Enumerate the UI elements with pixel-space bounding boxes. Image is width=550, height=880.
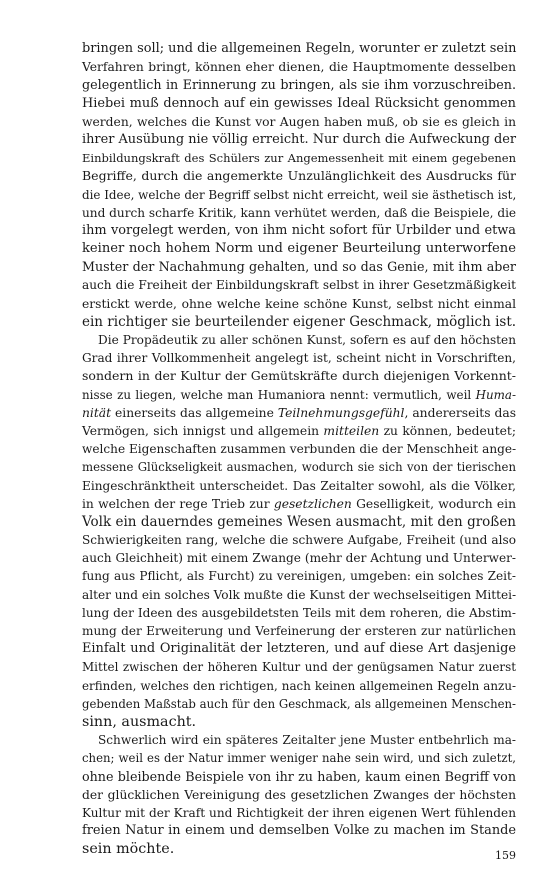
text-segment: lung der Ideen des ausgebildetsten Teils mit dem roheren, die Abstim-: [82, 605, 516, 620]
text-line: [82, 477, 516, 495]
text-segment: und durch scharfe Kritik, kann verhütet werden, daß die Beispiele, die: [82, 205, 517, 220]
text-line: [82, 58, 516, 76]
text-line: [82, 622, 516, 640]
text-line: [82, 386, 516, 404]
text-segment: fung aus Pflicht, als Furcht) zu vereinigen, umgeben: ein solches Zeit-: [82, 569, 516, 584]
text-line: [82, 586, 516, 604]
text-line: [82, 331, 516, 349]
emphasized-text: gesetzlichen: [273, 496, 352, 511]
text-line: [82, 276, 516, 294]
text-segment: freien Natur in einem und demselben Volke zu machen im Stande: [82, 823, 516, 839]
text-segment: ohne bleibende Beispiele von ihr zu haben, kaum einen Begriff von: [82, 768, 516, 784]
text-line: [82, 749, 516, 767]
text-segment: bringen soll; und die allgemeinen Regeln, worunter er zuletzt sein: [82, 41, 517, 56]
text-segment: gelegentlich in Erinnerung zu bringen, als sie ihm vorzuschreiben.: [82, 77, 516, 93]
text-segment: auch Gleichheit) mit einem Zwange (mehr der Achtung und Unterwer-: [82, 551, 516, 566]
text-line: [82, 695, 516, 713]
text-line: [82, 95, 516, 113]
text-line: [82, 113, 516, 131]
text-line: [82, 258, 516, 276]
text-segment: gebenden Maßstab auch für den Geschmack, als allgemeinen Menschen-: [82, 696, 516, 711]
paragraph: [82, 331, 516, 731]
paragraph: [82, 40, 516, 331]
text-segment: werden, welches die Kunst vor Augen haben muß, ob sie es gleich in: [82, 114, 516, 129]
text-line: [82, 549, 516, 567]
text-segment: ihm vorgelegt werden, von ihm nicht sofort für Urbilder und etwa: [82, 222, 516, 238]
text-segment: erstickt werde, ohne welche keine schöne Kunst, selbst nicht einmal: [82, 296, 516, 311]
text-line: [82, 731, 516, 749]
text-line: [82, 822, 516, 840]
page-text: [82, 40, 516, 858]
text-line: [82, 167, 516, 185]
text-segment: sinn, ausmacht.: [82, 713, 197, 730]
text-line: [82, 240, 516, 258]
text-segment: Die Propädeutik zu aller schönen Kunst, sofern es auf den höchsten: [98, 333, 516, 347]
text-segment: sein möchte.: [82, 841, 175, 858]
text-segment: alter und ein solches Volk mußte die Kunst der wechselseitigen Mittei-: [82, 587, 517, 602]
page-number: 159: [495, 849, 516, 862]
text-line: [82, 222, 516, 240]
text-line: [82, 604, 516, 622]
text-line: [82, 786, 516, 804]
text-line: [82, 840, 516, 858]
text-line: [82, 131, 516, 149]
text-segment: messene Glückseligkeit ausmachen, wodurch sie sich von der tierischen: [82, 460, 516, 475]
text-line: [82, 640, 516, 658]
text-segment: in welchen der rege Trieb zur: [82, 496, 274, 511]
text-segment: ihrer Ausübung nie völlig erreicht. Nur durch die Aufweckung der: [82, 131, 517, 147]
text-segment: Begriffe, durch die angemerkte Unzulänglichkeit des Ausdrucks für: [82, 168, 516, 184]
text-segment: Hiebei muß dennoch auf ein gewisses Ideal Rücksicht genommen: [82, 95, 516, 111]
text-segment: Eingeschränktheit unterscheidet. Das Zeitalter sowohl, als die Völker,: [82, 478, 516, 493]
text-segment: zu können, bedeutet;: [379, 423, 516, 438]
text-segment: Einbildungskraft des Schülers zur Angemessenheit mit einem gegebenen: [82, 151, 516, 166]
text-segment: nisse zu liegen, welche man Humaniora nennt: vermutlich, weil: [82, 387, 476, 402]
text-line: [82, 658, 516, 676]
text-line: [82, 186, 516, 204]
text-segment: die Idee, welche der Begriff selbst nicht erreicht, weil sie ästhetisch ist,: [82, 187, 517, 202]
text-line: [82, 495, 516, 513]
text-segment: Mittel zwischen der höheren Kultur und der genügsamen Natur zuerst: [82, 660, 516, 675]
text-segment: ein richtiger sie beurteilender eigener Geschmack, möglich ist.: [82, 313, 517, 330]
text-line: [82, 768, 516, 786]
text-line: [82, 76, 516, 94]
emphasized-text: nität: [82, 405, 112, 420]
paragraph: [82, 731, 516, 858]
text-segment: Kultur mit der Kraft und Richtigkeit der ihren eigenen Wert fühlenden: [82, 805, 516, 820]
text-segment: chen; weil es der Natur immer weniger nahe sein wird, und sich zuletzt,: [82, 751, 516, 766]
text-line: [82, 713, 516, 731]
text-line: [82, 349, 516, 367]
text-segment: Einfalt und Originalität der letzteren, und auf diese Art dasjenige: [82, 641, 516, 657]
text-segment: Verfahren bringt, können eher dienen, die Hauptmomente desselben: [82, 60, 516, 75]
text-segment: auch die Freiheit der Einbildungskraft selbst in ihrer Gesetzmäßigkeit: [82, 278, 516, 293]
text-line: [82, 513, 516, 531]
text-line: [82, 422, 516, 440]
text-segment: sondern in der Kultur der Gemütskräfte durch diejenigen Vorkennt-: [82, 368, 516, 384]
text-line: [82, 804, 516, 822]
text-segment: , andererseits das: [404, 405, 517, 420]
text-segment: einerseits das allgemeine: [111, 405, 278, 420]
text-segment: Muster der Nachahmung gehalten, und so das Genie, mit ihm aber: [82, 259, 516, 275]
text-line: [82, 40, 516, 58]
emphasized-text: Teilnehmungsgefühl: [277, 405, 405, 420]
text-line: [82, 567, 516, 585]
text-line: [82, 295, 516, 313]
text-segment: Schwierigkeiten rang, welche die schwere Aufgabe, Freiheit (und also: [82, 533, 516, 548]
text-segment: mung der Erweiterung und Verfeinerung der ersteren zur natürlichen: [82, 624, 516, 638]
emphasized-text: mitteilen: [323, 423, 380, 438]
text-line: [82, 458, 516, 476]
text-line: [82, 404, 516, 422]
text-line: [82, 531, 516, 549]
text-line: [82, 677, 516, 695]
text-segment: Geselligkeit, wodurch ein: [351, 496, 516, 511]
emphasized-text: Huma-: [475, 387, 516, 402]
text-line: [82, 440, 516, 458]
text-line: [82, 367, 516, 385]
text-line: [82, 149, 516, 167]
text-segment: Volk ein dauerndes gemeines Wesen ausmacht, mit den großen: [82, 513, 516, 530]
text-segment: erfinden, welches den richtigen, nach keinen allgemeinen Regeln anzu-: [82, 678, 516, 693]
text-segment: welche Eigenschaften zusammen verbunden die der Menschheit ange-: [82, 442, 517, 457]
text-segment: Schwerlich wird ein späteres Zeitalter jene Muster entbehrlich ma-: [98, 733, 516, 748]
text-segment: der glücklichen Vereinigung des gesetzlichen Zwanges der höchsten: [82, 787, 516, 802]
text-segment: keiner noch hohem Norm und eigener Beurteilung unterworfene: [82, 241, 516, 257]
text-segment: Grad ihrer Vollkommenheit angelegt ist, scheint nicht in Vorschriften,: [82, 351, 516, 366]
text-line: [82, 313, 516, 331]
text-segment: Vermögen, sich innigst und allgemein: [82, 423, 324, 438]
text-line: [82, 204, 516, 222]
